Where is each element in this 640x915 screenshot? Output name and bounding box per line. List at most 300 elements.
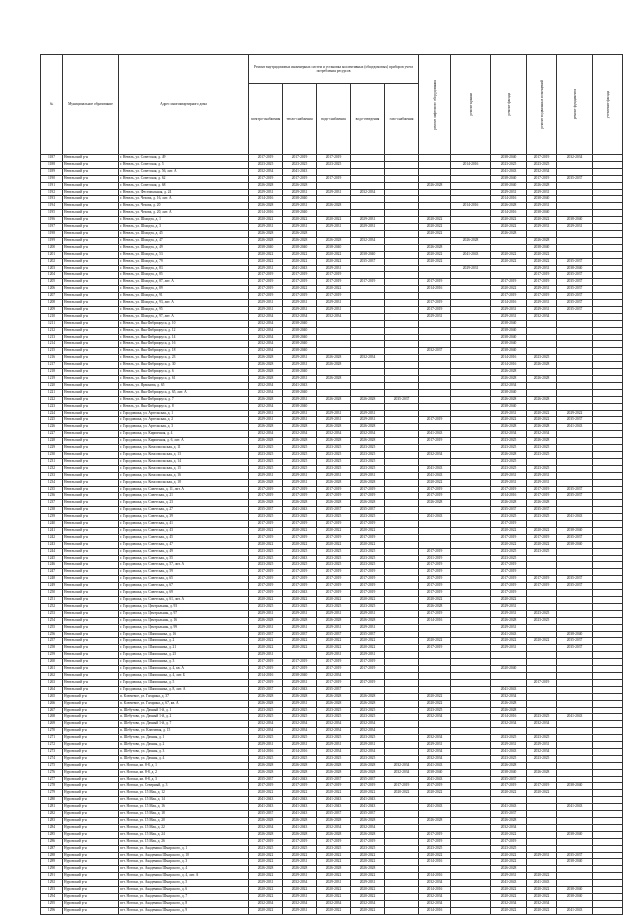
value-cell: 2029-2031 (283, 417, 317, 424)
row-number-cell: 1289 (41, 859, 63, 866)
row-number-cell: 1278 (41, 783, 63, 790)
municipality-cell: Нуровский р-н (63, 804, 119, 811)
municipality-cell: Невельский р-н (63, 445, 119, 452)
value-cell: 2035-2037 (385, 396, 419, 403)
value-cell: 2020-2022 (351, 873, 385, 880)
value-cell (557, 403, 593, 410)
row-number-cell: 1194 (41, 203, 63, 210)
value-cell: 2017-2019 (317, 293, 351, 300)
value-cell (557, 555, 593, 562)
value-cell (419, 424, 451, 431)
table-row (41, 258, 623, 265)
value-cell: 2029-2031 (317, 880, 351, 887)
value-cell: 2023-2025 (317, 555, 351, 562)
municipality-cell: Невельский р-н (63, 334, 119, 341)
table-row (41, 534, 623, 541)
value-cell: 2020-2022 (491, 638, 527, 645)
municipality-cell: Нуровский р-н (63, 693, 119, 700)
value-cell (593, 521, 623, 528)
value-cell: 2029-2031 (451, 265, 491, 272)
value-cell (451, 486, 491, 493)
value-cell (557, 161, 593, 168)
value-cell (451, 735, 491, 742)
table-row (41, 410, 623, 417)
address-cell: г. Городовшка, ул. Артельская, д. 2 (119, 417, 249, 424)
value-cell: 2038-2040 (491, 389, 527, 396)
value-cell: 2032-2034 (491, 431, 527, 438)
value-cell: 2023-2025 (527, 714, 557, 721)
value-cell (557, 313, 593, 320)
value-cell (557, 880, 593, 887)
value-cell: 2020-2022 (491, 527, 527, 534)
value-cell: 2020-2022 (527, 527, 557, 534)
value-cell: 2041-2043 (283, 382, 317, 389)
value-cell (451, 721, 491, 728)
value-cell: 2032-2034 (419, 735, 451, 742)
value-cell (385, 293, 419, 300)
value-cell: 2014-2016 (491, 493, 527, 500)
value-cell: 2026-2028 (351, 396, 385, 403)
address-cell: пгт. Нотоки, ул. 15 Мая, д. 22 (119, 824, 249, 831)
value-cell (419, 168, 451, 175)
value-cell (593, 500, 623, 507)
value-cell: 2029-2031 (283, 610, 317, 617)
row-number-cell: 1190 (41, 175, 63, 182)
row-number-cell: 1216 (41, 355, 63, 362)
value-cell: 2023-2025 (351, 707, 385, 714)
municipality-cell: Нуровский р-н (63, 866, 119, 873)
address-cell: г. Невель, ул. Шмидта, д. 79 (119, 258, 249, 265)
value-cell (385, 203, 419, 210)
value-cell (557, 686, 593, 693)
value-cell: 2023-2025 (283, 451, 317, 458)
value-cell: 2023-2025 (249, 451, 283, 458)
row-number-cell: 1288 (41, 852, 63, 859)
value-cell (527, 728, 557, 735)
value-cell: 2014-2016 (419, 873, 451, 880)
row-number-cell: 1201 (41, 251, 63, 258)
value-cell: 2038-2040 (283, 327, 317, 334)
value-cell: 2026-2028 (527, 769, 557, 776)
value-cell (419, 541, 451, 548)
value-cell (557, 465, 593, 472)
value-cell (385, 493, 419, 500)
value-cell: 2032-2034 (283, 880, 317, 887)
value-cell (593, 866, 623, 873)
value-cell (451, 189, 491, 196)
value-cell: 2032-2034 (491, 693, 527, 700)
value-cell: 2020-2022 (491, 224, 527, 231)
value-cell: 2026-2028 (249, 230, 283, 237)
municipality-cell: Невельский р-н (63, 217, 119, 224)
value-cell (451, 583, 491, 590)
value-cell: 2029-2031 (351, 472, 385, 479)
value-cell: 2035-2037 (557, 583, 593, 590)
value-cell (385, 576, 419, 583)
value-cell: 2029-2031 (283, 376, 317, 383)
value-cell (419, 458, 451, 465)
row-number-cell: 1258 (41, 645, 63, 652)
value-cell: 2023-2025 (351, 458, 385, 465)
value-cell (385, 327, 419, 334)
table-row (41, 458, 623, 465)
row-number-cell: 1202 (41, 258, 63, 265)
value-cell (557, 597, 593, 604)
row-number-cell: 1294 (41, 893, 63, 900)
value-cell (451, 320, 491, 327)
value-cell (527, 672, 557, 679)
value-cell (557, 652, 593, 659)
value-cell: 2020-2022 (351, 859, 385, 866)
value-cell (317, 341, 351, 348)
value-cell: 2041-2043 (557, 514, 593, 521)
value-cell (351, 175, 385, 182)
address-cell: г. Невель, ул. Шмидта, д. 83 (119, 265, 249, 272)
address-cell: г. Городовшка, ул. Артельская, д. 1 (119, 410, 249, 417)
value-cell (527, 845, 557, 852)
value-cell: 2029-2031 (351, 217, 385, 224)
address-cell: пгт. Нотоки, ул. Академика Шмарского, д. 4 (119, 866, 249, 873)
value-cell (451, 597, 491, 604)
value-cell (385, 873, 419, 880)
value-cell (351, 672, 385, 679)
value-cell (385, 237, 419, 244)
value-cell (557, 230, 593, 237)
value-cell: 2041-2043 (283, 776, 317, 783)
row-number-cell: 1225 (41, 417, 63, 424)
address-cell: г. Городовшка, ул. Советская, д. 27 (119, 507, 249, 514)
row-number-cell: 1246 (41, 562, 63, 569)
value-cell (557, 818, 593, 825)
value-cell: 2035-2037 (557, 279, 593, 286)
table-row (41, 583, 623, 590)
value-cell: 2020-2022 (491, 887, 527, 894)
value-cell (419, 203, 451, 210)
value-cell: 2041-2043 (283, 265, 317, 272)
value-cell: 2026-2028 (527, 182, 557, 189)
value-cell: 2026-2028 (451, 237, 491, 244)
row-number-cell: 1203 (41, 265, 63, 272)
value-cell: 2017-2019 (419, 590, 451, 597)
value-cell: 2035-2037 (491, 811, 527, 818)
value-cell (385, 866, 419, 873)
value-cell: 2029-2031 (351, 880, 385, 887)
value-cell (451, 887, 491, 894)
value-cell (451, 610, 491, 617)
value-cell (593, 548, 623, 555)
value-cell: 2020-2022 (419, 790, 451, 797)
value-cell (491, 679, 527, 686)
table-row (41, 493, 623, 500)
value-cell: 2023-2025 (527, 610, 557, 617)
value-cell (557, 327, 593, 334)
value-cell: 2029-2031 (491, 313, 527, 320)
value-cell: 2029-2031 (491, 472, 527, 479)
value-cell (419, 355, 451, 362)
value-cell (593, 907, 623, 914)
value-cell: 2017-2019 (249, 486, 283, 493)
value-cell: 2017-2019 (317, 521, 351, 528)
value-cell (385, 424, 419, 431)
row-number-cell: 1235 (41, 486, 63, 493)
value-cell: 2023-2025 (317, 458, 351, 465)
value-cell: 2020-2022 (317, 597, 351, 604)
table-row (41, 900, 623, 907)
col-foundation: ремонт фундамента (557, 55, 593, 155)
value-cell: 2017-2019 (419, 562, 451, 569)
municipality-cell: Невельский р-н (63, 341, 119, 348)
municipality-cell: Невельский р-н (63, 472, 119, 479)
value-cell: 2026-2028 (249, 237, 283, 244)
value-cell (419, 327, 451, 334)
municipality-cell: Невельский р-н (63, 224, 119, 231)
value-cell: 2017-2019 (419, 306, 451, 313)
value-cell: 2026-2028 (351, 762, 385, 769)
value-cell: 2026-2028 (351, 700, 385, 707)
value-cell (527, 348, 557, 355)
value-cell (385, 700, 419, 707)
row-number-cell: 1239 (41, 514, 63, 521)
value-cell (557, 376, 593, 383)
value-cell (593, 327, 623, 334)
address-cell: пгт. Нотоки, кв. 8-8, д. 1 (119, 762, 249, 769)
value-cell (593, 293, 623, 300)
address-cell: пгт. Нотоки, ул. 15 Мая, д. 20 (119, 818, 249, 825)
table-row (41, 155, 623, 162)
municipality-cell: Невельский р-н (63, 541, 119, 548)
value-cell (593, 196, 623, 203)
value-cell (451, 880, 491, 887)
value-cell (451, 672, 491, 679)
address-cell: г. Городовшка, ул. Советская, д. 43 (119, 527, 249, 534)
value-cell: 2017-2019 (351, 583, 385, 590)
municipality-cell: Нуровский р-н (63, 769, 119, 776)
address-cell: п. Шебутово, ул. Дачная, д. 1 (119, 735, 249, 742)
col-sewer: водо-отведения (351, 84, 385, 155)
value-cell (419, 507, 451, 514)
value-cell (593, 189, 623, 196)
value-cell: 2023-2025 (249, 445, 283, 452)
value-cell: 2020-2022 (249, 887, 283, 894)
value-cell (385, 465, 419, 472)
value-cell: 2038-2040 (491, 155, 527, 162)
value-cell (527, 686, 557, 693)
municipality-cell: Невельский р-н (63, 403, 119, 410)
value-cell: 2017-2019 (317, 583, 351, 590)
value-cell: 2023-2025 (351, 451, 385, 458)
value-cell: 2035-2037 (491, 776, 527, 783)
value-cell (557, 369, 593, 376)
value-cell (385, 859, 419, 866)
municipality-cell: Невельский р-н (63, 237, 119, 244)
row-number-cell: 1214 (41, 341, 63, 348)
value-cell (385, 514, 419, 521)
value-cell (385, 265, 419, 272)
municipality-cell: Невельский р-н (63, 279, 119, 286)
municipality-cell: Нуровский р-н (63, 721, 119, 728)
value-cell: 2020-2022 (283, 597, 317, 604)
table-row (41, 852, 623, 859)
municipality-cell: Невельский р-н (63, 182, 119, 189)
municipality-cell: Невельский р-н (63, 410, 119, 417)
row-number-cell: 1223 (41, 403, 63, 410)
value-cell (351, 230, 385, 237)
address-cell: г. Городовшка, ул. Центральная, д. 93 (119, 603, 249, 610)
municipality-cell: Невельский р-н (63, 203, 119, 210)
value-cell: 2020-2022 (317, 907, 351, 914)
table-row (41, 597, 623, 604)
municipality-cell: Невельский р-н (63, 645, 119, 652)
table-row (41, 472, 623, 479)
value-cell (557, 244, 593, 251)
value-cell: 2029-2031 (317, 472, 351, 479)
value-cell: 2026-2028 (249, 396, 283, 403)
address-cell: г. Невель, ул. Советская, д. 62 (119, 175, 249, 182)
value-cell: 2032-2034 (317, 672, 351, 679)
value-cell (593, 776, 623, 783)
value-cell (593, 707, 623, 714)
value-cell: 2023-2025 (351, 514, 385, 521)
value-cell (317, 196, 351, 203)
value-cell (451, 403, 491, 410)
value-cell: 2032-2034 (249, 334, 283, 341)
register-table-sheet (40, 54, 610, 915)
value-cell: 2029-2031 (527, 479, 557, 486)
municipality-cell: Невельский р-н (63, 521, 119, 528)
address-cell: г. Невель, ул. Шмидта, д. 53 (119, 251, 249, 258)
value-cell (451, 679, 491, 686)
value-cell: 2029-2031 (249, 189, 283, 196)
value-cell (385, 610, 419, 617)
value-cell: 2017-2019 (351, 576, 385, 583)
value-cell (419, 824, 451, 831)
table-row (41, 417, 623, 424)
address-cell: г. Невель, ул. Шмидта, д. 95 (119, 306, 249, 313)
value-cell: 2017-2019 (317, 569, 351, 576)
value-cell: 2017-2019 (283, 583, 317, 590)
address-cell: г. Невель, ул. Чехова, д. 20, лит. А (119, 210, 249, 217)
value-cell (451, 783, 491, 790)
value-cell (385, 624, 419, 631)
municipality-cell: Невельский р-н (63, 230, 119, 237)
value-cell (557, 237, 593, 244)
value-cell: 2041-2043 (491, 631, 527, 638)
address-cell: пгт. Нотоки, ул. 15 Мая, д. 16 (119, 804, 249, 811)
value-cell: 2023-2025 (249, 714, 283, 721)
value-cell (593, 541, 623, 548)
row-number-cell: 1195 (41, 210, 63, 217)
value-cell (451, 900, 491, 907)
value-cell: 2035-2037 (557, 258, 593, 265)
row-number-cell: 1234 (41, 479, 63, 486)
address-cell: г. Невель, ул. Шмидта, д. 1 (119, 217, 249, 224)
value-cell: 2029-2031 (283, 700, 317, 707)
value-cell: 2014-2016 (451, 203, 491, 210)
value-cell: 2017-2019 (249, 666, 283, 673)
value-cell (557, 679, 593, 686)
value-cell: 2038-2040 (557, 527, 593, 534)
value-cell (451, 279, 491, 286)
value-cell (557, 797, 593, 804)
value-cell: 2020-2022 (317, 251, 351, 258)
value-cell (593, 824, 623, 831)
value-cell: 2017-2019 (527, 679, 557, 686)
value-cell: 2026-2028 (283, 500, 317, 507)
table-row (41, 562, 623, 569)
municipality-cell: Невельский р-н (63, 369, 119, 376)
value-cell (385, 334, 419, 341)
col-insulation: утепление фасада (593, 55, 623, 155)
value-cell (593, 486, 623, 493)
value-cell: 2017-2019 (283, 534, 317, 541)
value-cell (351, 161, 385, 168)
value-cell: 2020-2022 (491, 251, 527, 258)
table-row (41, 210, 623, 217)
row-number-cell: 1296 (41, 907, 63, 914)
value-cell (385, 507, 419, 514)
municipality-cell: Невельский р-н (63, 631, 119, 638)
value-cell: 2041-2043 (283, 804, 317, 811)
value-cell: 2029-2031 (283, 300, 317, 307)
table-row (41, 576, 623, 583)
value-cell (557, 500, 593, 507)
value-cell (593, 769, 623, 776)
row-number-cell: 1218 (41, 369, 63, 376)
table-row (41, 728, 623, 735)
value-cell (351, 382, 385, 389)
value-cell (419, 175, 451, 182)
address-cell: г. Городовшка, ул. Советская, д. 69 (119, 590, 249, 597)
value-cell (451, 873, 491, 880)
value-cell: 2014-2016 (249, 672, 283, 679)
value-cell (351, 389, 385, 396)
col-electric: электро-снабжения (249, 84, 283, 155)
value-cell: 2023-2025 (527, 514, 557, 521)
value-cell: 2029-2031 (351, 417, 385, 424)
value-cell: 2023-2025 (527, 548, 557, 555)
value-cell (527, 645, 557, 652)
value-cell (593, 382, 623, 389)
value-cell: 2029-2031 (491, 645, 527, 652)
table-row (41, 500, 623, 507)
value-cell (451, 424, 491, 431)
value-cell (527, 369, 557, 376)
value-cell: 2032-2034 (385, 769, 419, 776)
value-cell (419, 320, 451, 327)
value-cell (593, 396, 623, 403)
value-cell (385, 776, 419, 783)
value-cell: 2020-2022 (249, 907, 283, 914)
value-cell (593, 576, 623, 583)
value-cell (527, 562, 557, 569)
value-cell: 2029-2031 (249, 472, 283, 479)
value-cell (491, 672, 527, 679)
value-cell: 2029-2031 (283, 189, 317, 196)
value-cell: 2029-2031 (283, 479, 317, 486)
value-cell: 2014-2016 (419, 887, 451, 894)
value-cell (527, 603, 557, 610)
value-cell: 2041-2043 (527, 880, 557, 887)
row-number-cell: 1217 (41, 362, 63, 369)
value-cell: 2026-2028 (249, 866, 283, 873)
value-cell: 2041-2043 (249, 804, 283, 811)
value-cell (593, 376, 623, 383)
value-cell: 2026-2028 (317, 376, 351, 383)
value-cell (451, 776, 491, 783)
value-cell: 2035-2037 (557, 272, 593, 279)
value-cell (557, 382, 593, 389)
value-cell: 2023-2025 (283, 707, 317, 714)
